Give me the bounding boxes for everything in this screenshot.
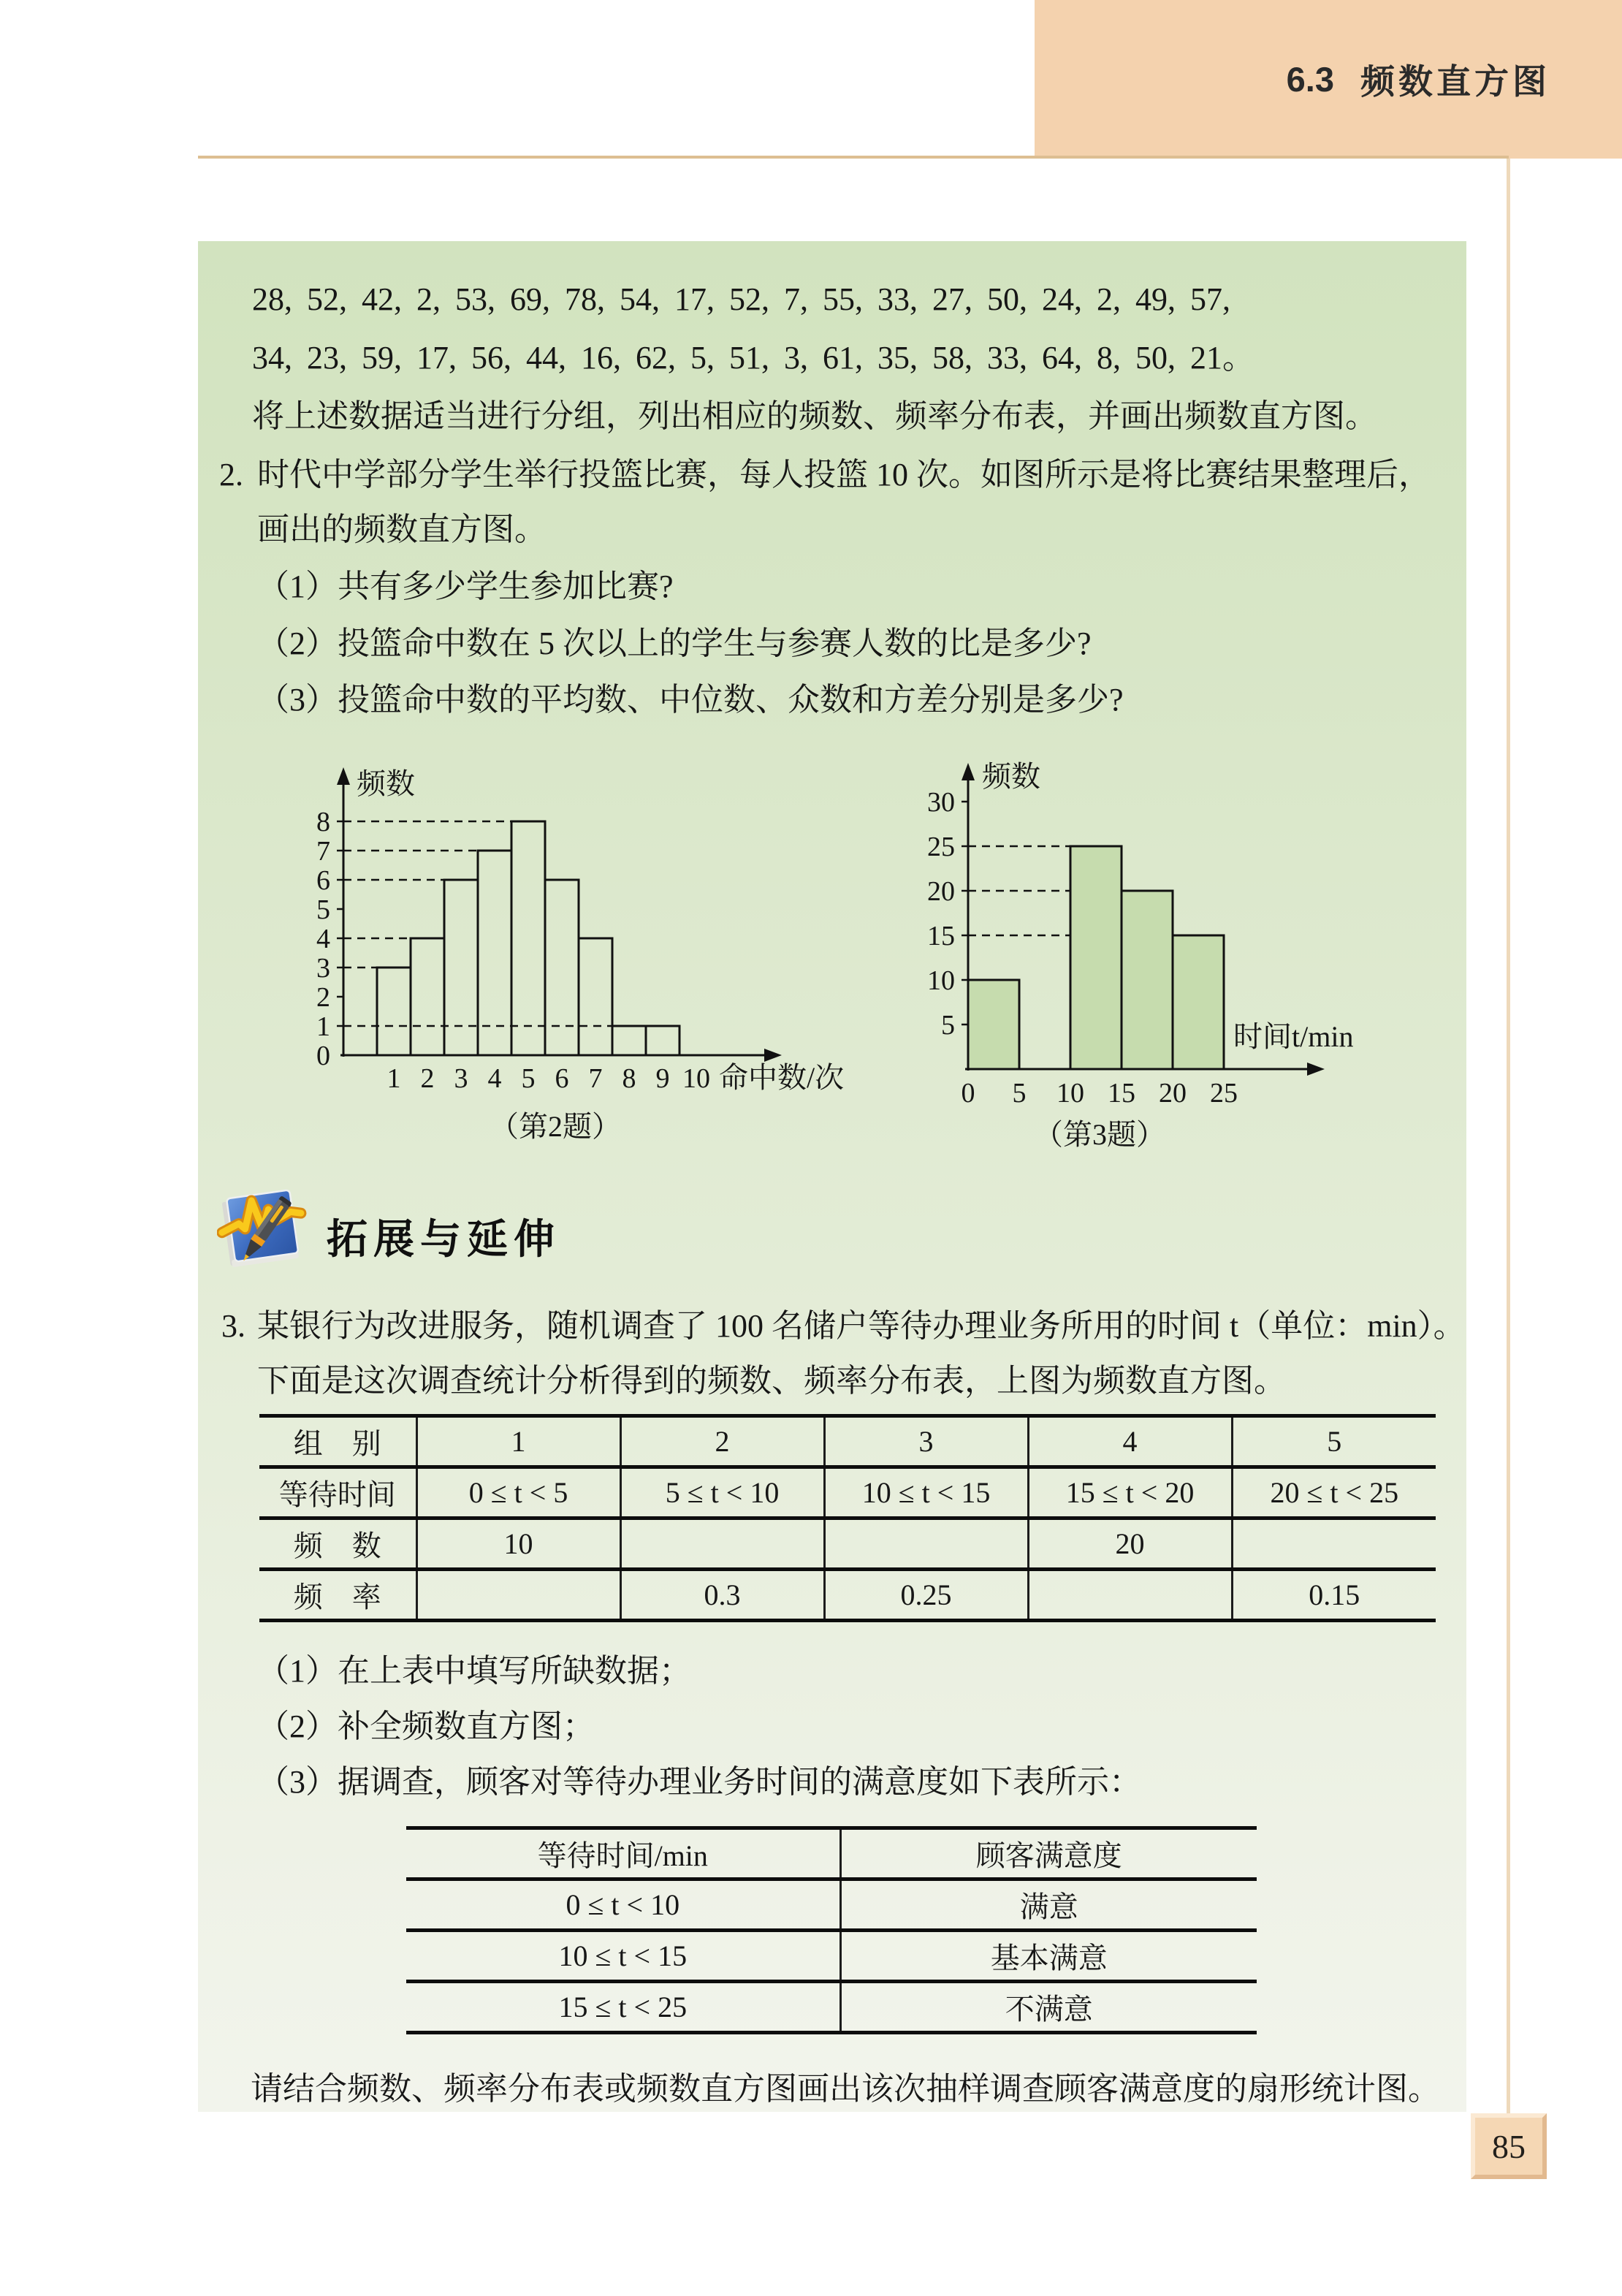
svg-text:5: 5 — [316, 894, 330, 925]
page-number-box — [1471, 2113, 1547, 2179]
svg-text:1: 1 — [387, 1063, 401, 1094]
svg-text:15: 15 — [1108, 1078, 1135, 1109]
cell: 4 — [1028, 1416, 1232, 1467]
problem2-line-2: 画出的频数直方图。 — [257, 512, 547, 547]
problem2-question-2: （2）投篮命中数在 5 次以上的学生与参赛人数的比是多少? — [257, 626, 1092, 661]
problem3-question-1: （1）在上表中填写所缺数据； — [257, 1653, 691, 1689]
svg-text:命中数/次: 命中数/次 — [719, 1061, 845, 1094]
svg-text:0: 0 — [316, 1041, 330, 1071]
problem1-instruction: 将上述数据适当进行分组，列出相应的频数、频率分布表，并画出频数直方图。 — [252, 398, 1377, 434]
svg-text:25: 25 — [927, 832, 955, 862]
table-header-row — [406, 1828, 1257, 1879]
section-number: 6.3 — [1286, 60, 1334, 99]
cell: 0 ≤ t < 10 — [406, 1879, 840, 1931]
row-label: 等待时间 — [259, 1467, 416, 1518]
problem2-question-3: （3）投篮命中数的平均数、中位数、众数和方差分别是多少? — [257, 682, 1124, 718]
cell: 10 — [416, 1518, 620, 1570]
svg-text:10: 10 — [1056, 1078, 1084, 1109]
table-row — [406, 1931, 1257, 1982]
cell — [620, 1518, 824, 1570]
problem2-number: 2. — [219, 457, 243, 493]
cell: 15 ≤ t < 20 — [1028, 1467, 1232, 1518]
cell: 基本满意 — [840, 1931, 1257, 1982]
column-header: 顾客满意度 — [840, 1828, 1257, 1879]
svg-text:20: 20 — [927, 876, 955, 907]
cell: 0.25 — [824, 1570, 1028, 1621]
svg-text:4: 4 — [316, 924, 330, 954]
row-label: 频 率 — [259, 1570, 416, 1621]
svg-text:（第3题）: （第3题） — [1034, 1118, 1165, 1151]
svg-text:5: 5 — [521, 1063, 536, 1094]
cell: 10 ≤ t < 15 — [824, 1467, 1028, 1518]
table-row — [259, 1518, 1436, 1570]
row-label: 组 别 — [259, 1416, 416, 1467]
svg-text:6: 6 — [316, 865, 330, 896]
cell — [1232, 1518, 1436, 1570]
cell: 满意 — [840, 1879, 1257, 1931]
svg-text:8: 8 — [622, 1063, 636, 1094]
cell — [416, 1570, 620, 1621]
problem2-question-1: （1）共有多少学生参加比赛? — [257, 569, 674, 604]
column-header: 等待时间/min — [406, 1828, 840, 1879]
section-title: 频数直方图 — [1360, 62, 1550, 101]
svg-text:（第2题）: （第2题） — [490, 1110, 621, 1143]
table-row — [259, 1416, 1436, 1467]
cell: 0.15 — [1232, 1570, 1436, 1621]
svg-text:3: 3 — [316, 953, 330, 984]
svg-text:30: 30 — [927, 787, 955, 818]
svg-text:15: 15 — [927, 921, 955, 951]
problem3-number: 3. — [221, 1308, 245, 1344]
svg-text:10: 10 — [927, 965, 955, 996]
cell: 10 ≤ t < 15 — [406, 1931, 840, 1982]
cell: 不满意 — [840, 1982, 1257, 2033]
cell — [824, 1518, 1028, 1570]
cell: 5 ≤ t < 10 — [620, 1467, 824, 1518]
svg-text:频数: 频数 — [982, 760, 1040, 793]
page-number: 85 — [1492, 2127, 1526, 2165]
table-row — [406, 1982, 1257, 2033]
cell: 15 ≤ t < 25 — [406, 1982, 840, 2033]
frequency-table — [259, 1414, 1436, 1622]
histogram-problem2 — [292, 745, 877, 1158]
problem3-line-1: 某银行为改进服务，随机调查了 100 名储户等待办理业务所用的时间 t（单位：min）。 — [257, 1308, 1466, 1344]
cell: 2 — [620, 1416, 824, 1467]
problem1-data-line-2: 34, 23, 59, 17, 56, 44, 16, 62, 5, 51, 3, 61, 35, 58, 33, 64, 8, 50, 21。 — [252, 340, 1254, 376]
problem2-line-1: 时代中学部分学生举行投篮比赛，每人投篮 10 次。如图所示是将比赛结果整理后， — [257, 457, 1431, 493]
cell: 5 — [1232, 1416, 1436, 1467]
cell — [1028, 1570, 1232, 1621]
svg-text:频数: 频数 — [357, 767, 415, 800]
svg-text:5: 5 — [941, 1010, 955, 1041]
problem3-question-2: （2）补全频数直方图； — [257, 1708, 595, 1744]
svg-text:8: 8 — [316, 807, 330, 837]
problem3-question-3: （3）据调查，顾客对等待办理业务时间的满意度如下表所示： — [257, 1764, 1141, 1800]
problem3-line-2: 下面是这次调查统计分析得到的频数、频率分布表，上图为频数直方图。 — [257, 1363, 1286, 1399]
problem1-data-line-1: 28, 52, 42, 2, 53, 69, 78, 54, 17, 52, 7, 55, 33, 27, 50, 24, 2, 49, 57, — [252, 281, 1230, 317]
svg-text:1: 1 — [316, 1011, 330, 1042]
svg-text:20: 20 — [1159, 1078, 1187, 1109]
table-row — [259, 1467, 1436, 1518]
satisfaction-table — [406, 1826, 1257, 2034]
svg-text:5: 5 — [1012, 1078, 1027, 1109]
svg-text:3: 3 — [454, 1063, 468, 1094]
svg-text:10: 10 — [682, 1063, 710, 1094]
svg-text:7: 7 — [588, 1063, 603, 1094]
row-label: 频 数 — [259, 1518, 416, 1570]
expansion-section-title: 拓展与延伸 — [327, 1217, 560, 1263]
table-row — [259, 1570, 1436, 1621]
right-margin-line — [1507, 159, 1510, 2114]
cell: 0 ≤ t < 5 — [416, 1467, 620, 1518]
cell: 20 ≤ t < 25 — [1232, 1467, 1436, 1518]
table-row — [406, 1879, 1257, 1931]
svg-text:2: 2 — [316, 982, 330, 1013]
histogram-problem3 — [913, 737, 1410, 1179]
notepad-lightning-pen-icon — [217, 1184, 319, 1282]
problem3-closing: 请结合频数、频率分布表或频数直方图画出该次抽样调查顾客满意度的扇形统计图。 — [251, 2071, 1440, 2107]
svg-text:0: 0 — [961, 1078, 975, 1109]
svg-text:25: 25 — [1210, 1078, 1238, 1109]
cell: 3 — [824, 1416, 1028, 1467]
cell: 0.3 — [620, 1570, 824, 1621]
svg-text:时间t/min: 时间t/min — [1233, 1020, 1354, 1053]
svg-text:9: 9 — [655, 1063, 670, 1094]
svg-text:2: 2 — [420, 1063, 435, 1094]
section-header-band — [1035, 0, 1622, 159]
svg-text:7: 7 — [316, 836, 330, 867]
svg-text:6: 6 — [555, 1063, 569, 1094]
cell: 1 — [416, 1416, 620, 1467]
header-divider-line — [198, 156, 1509, 159]
cell: 20 — [1028, 1518, 1232, 1570]
svg-text:4: 4 — [487, 1063, 502, 1094]
